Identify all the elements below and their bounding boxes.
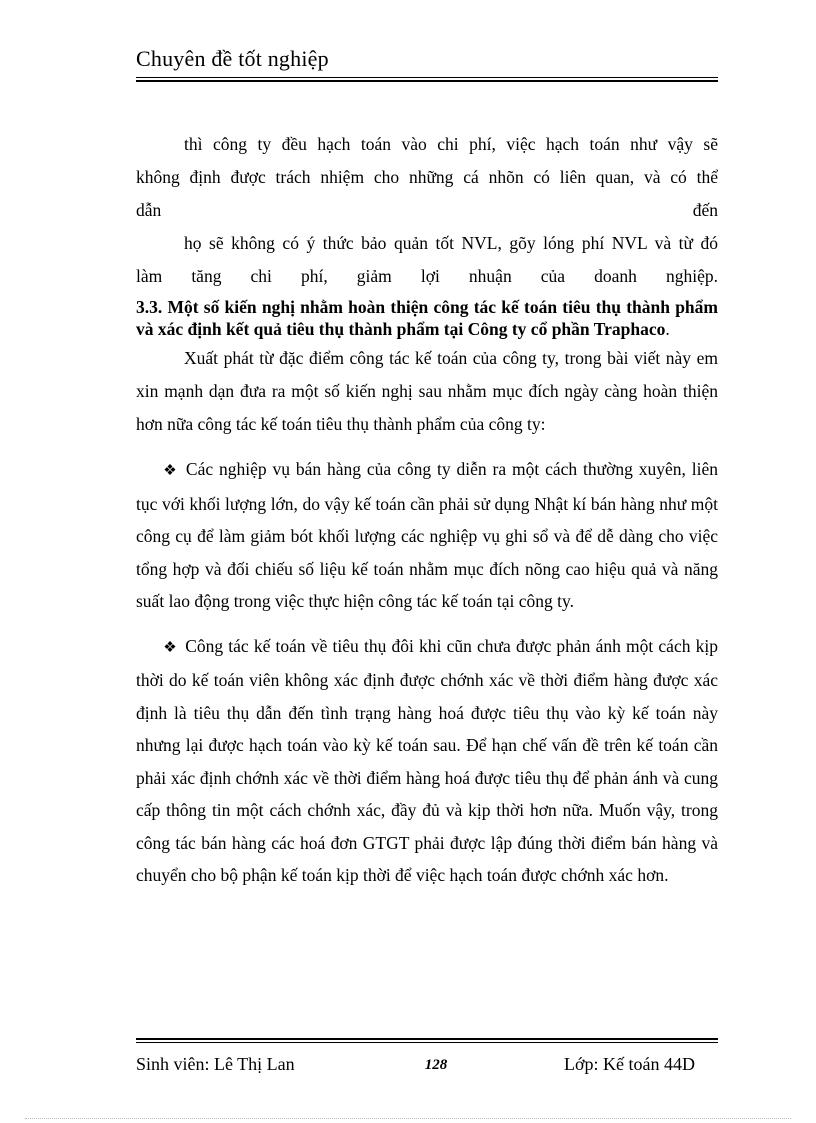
section-heading-text: 3.3. Một số kiến nghị nhằm hoàn thiện công tác kế toán tiêu thụ thành phẩm và xác định kết quả tiêu thụ thành phẩm tại Công ty cổ phần Traphaco [136, 297, 718, 339]
paragraph-line: không định được trách nhiệm cho những cá nhõn có liên quan, và có thể [136, 167, 718, 187]
paragraph: Xuất phát từ đặc điểm công tác kế toán của công ty, trong bài viết này em xin mạnh dạn đưa ra một số kiến nghị sau nhằm mục đích ngày càng hoàn thiện hơn nữa công tác kế toán tiêu thụ thành phẩm của công ty: [136, 348, 718, 434]
header-rule-bottom [136, 80, 718, 82]
footer-rule-top [136, 1038, 718, 1040]
bullet-text: Công tác kế toán về tiêu thụ đôi khi cũn chưa được phản ánh một cách kịp thời do kế toán viên không xác định được chớnh xác về thời điểm hàng được xác định là tiêu thụ dẫn đến tình trạng hàng hoá được tiêu thụ vào kỳ kế toán này nhưng lại được hạch toán vào kỳ kế toán sau. Để hạn chế vấn đề trên kế toán cần phải xác định chớnh xác về thời điểm hàng hoá được tiêu thụ để phản ánh và cung cấp thông tin một cách chớnh xác, đầy đủ và kịp thời hơn nữa. Muốn vậy, trong công tác bán hàng các hoá đơn GTGT phải được lập đúng thời điểm bán hàng và chuyển cho bộ phận kế toán kịp thời để việc hạch toán được chớnh xác hơn. [136, 635, 719, 885]
section-heading-tail: . [665, 319, 670, 339]
bullet-diamond-icon: ❖ [163, 463, 177, 479]
footer-page-number: 128 [424, 1057, 448, 1073]
header-rule-top [136, 77, 718, 78]
paragraph-line: họ sẽ không có ý thức bảo quản tốt NVL, gõy lóng phí NVL và từ đó [184, 233, 718, 253]
footer-student: Sinh viên: Lê Thị Lan [136, 1054, 295, 1074]
split-word-left: dẫn [136, 200, 162, 220]
paragraph-line-split [136, 194, 718, 227]
bullet-diamond-icon: ❖ [163, 639, 177, 656]
paragraph-line: thì công ty đều hạch toán vào chi phí, việc hạch toán như vậy sẽ [184, 134, 718, 154]
header-title: Chuyên đề tốt nghiệp [136, 46, 329, 71]
bullet-text: Các nghiệp vụ bán hàng của công ty diễn ra một cách thường xuyên, liên tục với khối lượng lớn, do vậy kế toán cần phải sử dụng Nhật kí bán hàng như một công cụ để làm giảm bót khối lượng các nghiệp vụ ghi sổ và để dễ dàng cho việc tổng hợp và đối chiếu số liệu kế toán nhằm mục đích nõng cao hiệu quả và năng suất lao động trong việc thực hiện công tác kế toán tại công ty. [136, 459, 718, 611]
footer-class: Lớp: Kế toán 44D [564, 1054, 695, 1074]
paragraph-line: làm tăng chi phí, giảm lợi nhuận của doanh nghiệp. [136, 266, 718, 286]
bullet-item [136, 453, 718, 618]
split-word-right: đến [692, 200, 718, 220]
footer-rule-bottom [136, 1042, 718, 1043]
page-edge-dotted-line [25, 1118, 791, 1119]
bullet-item [136, 630, 718, 892]
section-heading [136, 296, 718, 340]
body-content [136, 128, 718, 892]
